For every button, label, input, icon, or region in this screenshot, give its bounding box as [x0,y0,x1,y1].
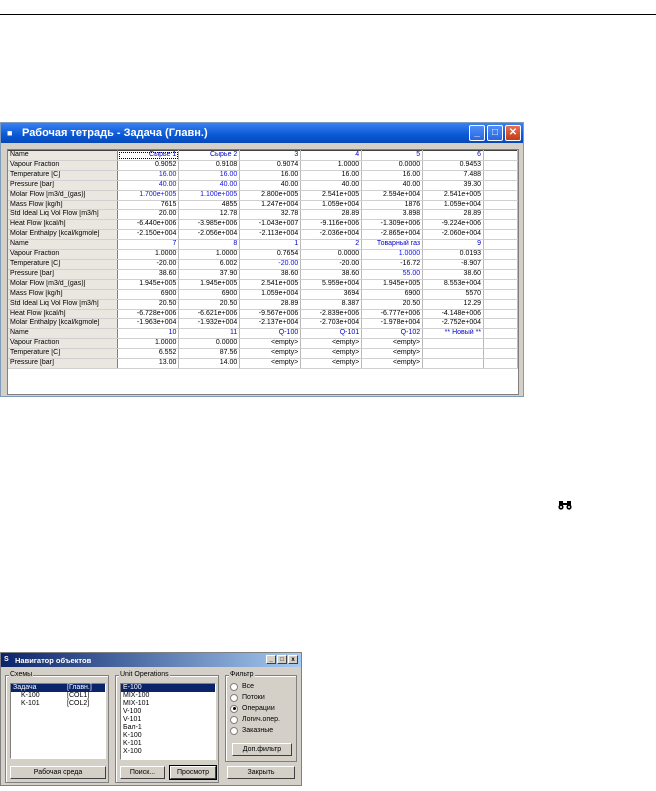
unit-operation-item[interactable]: Бал-1 [123,724,142,731]
grid-cell[interactable]: <empty> [362,349,423,359]
row-label: Mass Flow [kg/h] [8,200,118,210]
unit-operation-item[interactable]: V-101 [123,716,142,723]
grid-data-row [8,180,518,190]
grid-data-row [8,359,518,369]
grid-cell[interactable]: 2.594e+004 [362,190,423,200]
grid-cell[interactable]: 40.00 [179,180,240,190]
grid-cell[interactable]: Q-102 [362,329,423,339]
grid-cell[interactable]: Q-100 [240,329,301,339]
grid-cell[interactable]: <empty> [362,359,423,369]
grid-cell [484,329,518,339]
filter-radio[interactable] [230,704,275,713]
grid-cell[interactable]: 20.00 [118,210,179,220]
grid-cell[interactable]: 2.541e+005 [301,190,362,200]
row-label: Molar Enthalpy [kcal/kgmole] [8,230,118,240]
scheme-item[interactable] [11,692,105,700]
grid-cell[interactable]: 7615 [118,200,179,210]
grid-cell[interactable]: -20.00 [240,259,301,269]
unit-operations-group [115,671,219,783]
grid-cell [484,240,518,250]
grid-cell[interactable]: -2.150e+004 [118,230,179,240]
scheme-tag: [Главн.] [67,684,92,691]
grid-cell[interactable]: -2.060e+004 [423,230,484,240]
grid-cell [484,289,518,299]
grid-cell[interactable]: 1.0000 [118,250,179,260]
grid-cell [484,230,518,240]
grid-cell [484,319,518,329]
grid-cell[interactable]: -9.116e+006 [301,220,362,230]
grid-cell[interactable]: 9 [423,240,484,250]
grid-cell[interactable]: -2.113e+004 [240,230,301,240]
grid-cell [484,309,518,319]
grid-data-row [8,250,518,260]
grid-cell[interactable]: 11 [179,329,240,339]
grid-cell[interactable]: 2.541e+005 [423,190,484,200]
grid-cell[interactable]: -2.056e+004 [179,230,240,240]
grid-cell [484,259,518,269]
grid-cell[interactable]: 1.945e+005 [362,279,423,289]
grid-cell[interactable]: 6.002 [179,259,240,269]
grid-cell[interactable]: 37.90 [179,269,240,279]
grid-cell[interactable]: 0.0000 [301,250,362,260]
scheme-tag: [COL2] [67,700,90,707]
grid-cell [484,250,518,260]
grid-cell[interactable]: -2.752e+004 [423,319,484,329]
grid-data-row [8,190,518,200]
grid-data-row [8,210,518,220]
scheme-item[interactable] [11,700,105,708]
grid-cell[interactable]: 20.50 [179,299,240,309]
navigator-title: Навигатор объектов [15,655,92,665]
minimize-button[interactable]: _ [469,125,485,141]
grid-cell[interactable]: 1.700e+005 [118,190,179,200]
grid-cell[interactable]: 4 [301,151,362,161]
unit-operation-item[interactable]: X-100 [123,748,142,755]
grid-cell[interactable]: 0.7654 [240,250,301,260]
grid-cell [484,151,518,161]
grid-cell[interactable]: 6900 [362,289,423,299]
grid-cell[interactable]: -2.036e+004 [301,230,362,240]
grid-data-row [8,230,518,240]
grid-cell[interactable]: 38.60 [423,269,484,279]
grid-cell[interactable]: 39.30 [423,180,484,190]
row-label: Pressure [bar] [8,359,118,369]
grid-cell[interactable]: 1.0000 [118,339,179,349]
grid-cell[interactable]: 16.00 [301,170,362,180]
grid-cell[interactable]: 28.89 [240,299,301,309]
schemes-group [5,671,109,783]
grid-cell[interactable]: 32.78 [240,210,301,220]
grid-cell[interactable]: 6 [423,151,484,161]
filter-radio-label: Операции [242,705,275,712]
grid-cell [484,180,518,190]
unit-operation-item[interactable]: MIX-100 [123,692,150,699]
grid-cell[interactable]: 10 [118,329,179,339]
row-label: Name [8,151,118,161]
unit-operation-item[interactable]: V-100 [123,708,142,715]
grid-cell[interactable]: 1.945e+005 [179,279,240,289]
row-label: Vapour Fraction [8,339,118,349]
grid-cell[interactable]: 12.78 [179,210,240,220]
workbook-title: Рабочая тетрадь - Задача (Главн.) [22,127,208,139]
row-label: Name [8,329,118,339]
unit-operations-list[interactable] [120,683,216,760]
grid-name-row [8,329,518,339]
grid-cell[interactable]: 0.9453 [423,160,484,170]
grid-cell[interactable]: 0.9108 [179,160,240,170]
grid-cell[interactable]: 40.00 [240,180,301,190]
grid-name-row [8,240,518,250]
grid-cell [484,190,518,200]
filter-radio-label: Логич.опер. [242,716,280,723]
unit-operation-item[interactable]: K-101 [123,740,142,747]
grid-cell[interactable]: -6.777e+006 [362,309,423,319]
workbook-window [0,122,524,397]
workspace-button[interactable]: Рабочая среда [10,766,106,779]
row-label: Mass Flow [kg/h] [8,289,118,299]
scheme-tag: [COL1] [67,692,90,699]
grid-cell[interactable]: 16.00 [362,170,423,180]
filter-radio-label: Все [242,683,255,690]
grid-cell[interactable]: 4855 [179,200,240,210]
more-filter-button[interactable]: Доп.фильтр [232,743,292,756]
grid-cell[interactable]: 5570 [423,289,484,299]
grid-data-row [8,289,518,299]
grid-cell[interactable]: -1.978e+004 [362,319,423,329]
grid-data-row [8,220,518,230]
grid-cell[interactable]: -9.567e+006 [240,309,301,319]
radio-dot-icon[interactable] [230,694,238,702]
grid-cell[interactable]: 2.800e+005 [240,190,301,200]
grid-cell[interactable] [423,359,484,369]
grid-cell[interactable]: 16.00 [179,170,240,180]
radio-dot-icon[interactable] [230,727,238,735]
grid-cell[interactable]: -2.865e+004 [362,230,423,240]
maximize-button[interactable]: □ [277,655,287,664]
filter-radio-label: Заказные [242,727,274,734]
grid-cell[interactable]: Q-101 [301,329,362,339]
grid-data-row [8,259,518,269]
grid-cell[interactable]: -2.839e+006 [301,309,362,319]
binoculars-icon[interactable] [558,500,572,510]
grid-cell[interactable]: 28.89 [423,210,484,220]
row-label: Vapour Fraction [8,250,118,260]
grid-cell[interactable]: <empty> [301,359,362,369]
row-label: Heat Flow [kcal/h] [8,220,118,230]
grid-cell[interactable]: 38.60 [301,269,362,279]
grid-cell[interactable] [423,339,484,349]
row-label: Temperature [C] [8,259,118,269]
grid-cell[interactable]: -4.148e+006 [423,309,484,319]
row-label: Pressure [bar] [8,269,118,279]
grid-cell [484,299,518,309]
grid-cell [484,359,518,369]
search-button[interactable]: Поиск... [120,766,165,779]
row-label: Molar Flow [m3/d_(gas)] [8,190,118,200]
grid-cell[interactable]: 1.100e+005 [179,190,240,200]
navigator-titlebar[interactable] [1,653,301,667]
grid-data-row [8,339,518,349]
close-button[interactable]: ✕ [505,125,521,141]
grid-cell[interactable]: 1.059e+004 [240,289,301,299]
grid-cell[interactable]: -16.72 [362,259,423,269]
grid-data-row [8,299,518,309]
grid-cell[interactable]: 8.387 [301,299,362,309]
row-label: Molar Enthalpy [kcal/kgmole] [8,319,118,329]
grid-cell[interactable]: 1.059e+004 [423,200,484,210]
grid-cell [484,170,518,180]
grid-cell[interactable]: 12.29 [423,299,484,309]
grid-cell[interactable]: -6.440e+006 [118,220,179,230]
grid-cell[interactable]: Сырье 1 [118,151,179,161]
grid-cell[interactable]: Сырье 2 [179,151,240,161]
grid-cell[interactable] [423,349,484,359]
maximize-button[interactable]: □ [487,125,503,141]
row-label: Pressure [bar] [8,180,118,190]
row-label: Heat Flow [kcal/h] [8,309,118,319]
grid-cell[interactable]: -20.00 [301,259,362,269]
grid-cell[interactable]: 7.488 [423,170,484,180]
app-icon: S [4,656,9,663]
grid-cell[interactable]: 0.9052 [118,160,179,170]
unit-operation-item[interactable]: MIX-101 [123,700,150,707]
unit-operation-item[interactable]: K-100 [123,732,142,739]
grid-cell[interactable]: 1.0000 [362,250,423,260]
grid-cell[interactable]: 40.00 [301,180,362,190]
grid-cell[interactable]: 55.00 [362,269,423,279]
grid-cell[interactable]: 38.60 [240,269,301,279]
grid-cell[interactable]: 1.0000 [179,250,240,260]
grid-cell[interactable]: 6.552 [118,349,179,359]
grid-cell [484,279,518,289]
grid-cell[interactable]: 16.00 [118,170,179,180]
grid-cell[interactable]: 16.00 [240,170,301,180]
row-label: Temperature [C] [8,170,118,180]
grid-cell[interactable]: -1.043e+007 [240,220,301,230]
grid-cell[interactable]: 1.945e+005 [118,279,179,289]
grid-cell[interactable]: 6900 [179,289,240,299]
grid-cell[interactable]: -8.907 [423,259,484,269]
grid-cell[interactable]: <empty> [240,349,301,359]
grid-cell[interactable]: 8 [179,240,240,250]
filter-radio-label: Потоки [242,694,265,701]
grid-data-row [8,160,518,170]
radio-dot-icon[interactable] [230,716,238,724]
grid-cell[interactable]: -20.00 [118,259,179,269]
grid-cell [484,160,518,170]
filter-radio[interactable] [230,715,280,724]
unit-operation-item[interactable]: E-100 [121,684,215,692]
grid-cell[interactable]: 28.89 [301,210,362,220]
grid-cell[interactable]: 6900 [118,289,179,299]
grid-cell[interactable]: 2 [301,240,362,250]
grid-cell[interactable]: 2.541e+005 [240,279,301,289]
minimize-button[interactable]: _ [266,655,276,664]
grid-data-row [8,309,518,319]
grid-cell [484,200,518,210]
grid-cell[interactable]: 40.00 [362,180,423,190]
filter-group [225,671,297,762]
grid-name-row [8,151,518,161]
grid-cell[interactable]: -1.932e+004 [179,319,240,329]
grid-cell[interactable]: -1.963e+004 [118,319,179,329]
grid-cell[interactable]: 1 [240,240,301,250]
window-menu-icon[interactable]: ■ [7,128,13,138]
row-label: Molar Flow [m3/d_(gas)] [8,279,118,289]
grid-cell[interactable]: <empty> [301,339,362,349]
view-button[interactable]: Просмотр [170,766,216,779]
filter-label: Фильтр [230,671,254,678]
page-top-rule [0,14,656,15]
schemes-label: Схемы [10,671,33,678]
filter-radio[interactable] [230,726,273,735]
grid-cell [484,349,518,359]
unit-operations-label: Unit Operations [120,671,169,678]
grid-cell[interactable]: 5 [362,151,423,161]
grid-cell [484,339,518,349]
grid-cell[interactable]: -6.621e+006 [179,309,240,319]
scheme-name: K-100 [21,692,40,699]
workbook-titlebar[interactable] [1,123,523,143]
close-navigator-button[interactable]: Закрыть [227,766,295,779]
schemes-list[interactable] [10,683,106,759]
grid-cell[interactable]: -9.224e+006 [423,220,484,230]
grid-cell[interactable]: 7 [118,240,179,250]
grid-cell[interactable]: 0.0000 [179,339,240,349]
grid-cell[interactable]: 40.00 [118,180,179,190]
grid-cell[interactable]: ** Новый ** [423,329,484,339]
radio-dot-icon[interactable] [230,683,238,691]
grid-cell[interactable]: 1.059e+004 [301,200,362,210]
grid-cell[interactable]: 0.0193 [423,250,484,260]
grid-data-row [8,349,518,359]
grid-cell[interactable]: 13.00 [118,359,179,369]
grid-cell[interactable]: <empty> [362,339,423,349]
grid-data-row [8,200,518,210]
grid-cell[interactable]: <empty> [240,359,301,369]
row-label: Name [8,240,118,250]
grid-cell[interactable]: -1.309e+006 [362,220,423,230]
grid-cell[interactable]: 5.959e+004 [301,279,362,289]
object-navigator-window [0,652,302,786]
grid-cell[interactable]: 3694 [301,289,362,299]
grid-cell[interactable]: 14.00 [179,359,240,369]
scheme-name: Задача [13,684,37,691]
grid-cell[interactable]: 1.247e+004 [240,200,301,210]
grid-cell[interactable]: -2.703e+004 [301,319,362,329]
filter-radio[interactable] [230,682,254,691]
grid-cell[interactable]: -2.137e+004 [240,319,301,329]
radio-dot-icon[interactable] [230,705,238,713]
grid-data-row [8,269,518,279]
grid-cell[interactable]: 3.898 [362,210,423,220]
grid-cell[interactable]: 20.50 [362,299,423,309]
scheme-name: K-101 [21,700,40,707]
row-label: Vapour Fraction [8,160,118,170]
workbook-grid [7,149,519,395]
grid-data-row [8,279,518,289]
grid-cell[interactable]: <empty> [240,339,301,349]
grid-data-row [8,319,518,329]
grid-cell[interactable]: 0.0000 [362,160,423,170]
grid-cell[interactable]: Товарный газ [362,240,423,250]
grid-cell[interactable]: 3 [240,151,301,161]
row-label: Temperature [C] [8,349,118,359]
grid-cell [484,269,518,279]
grid-cell [484,220,518,230]
filter-radio[interactable] [230,693,265,702]
grid-cell[interactable]: 1876 [362,200,423,210]
scheme-item[interactable] [11,684,105,692]
grid-cell[interactable]: 0.9074 [240,160,301,170]
grid-cell[interactable]: -3.985e+006 [179,220,240,230]
grid-cell [484,210,518,220]
grid-cell[interactable]: 38.60 [118,269,179,279]
grid-cell[interactable]: 20.50 [118,299,179,309]
grid-cell[interactable]: <empty> [301,349,362,359]
grid-cell[interactable]: 1.0000 [301,160,362,170]
row-label: Std Ideal Liq Vol Flow [m3/h] [8,299,118,309]
grid-data-row [8,170,518,180]
grid-cell[interactable]: 87.56 [179,349,240,359]
grid-cell[interactable]: 8.553e+004 [423,279,484,289]
grid-cell[interactable]: -6.728e+006 [118,309,179,319]
row-label: Std Ideal Liq Vol Flow [m3/h] [8,210,118,220]
close-button[interactable]: x [288,655,298,664]
